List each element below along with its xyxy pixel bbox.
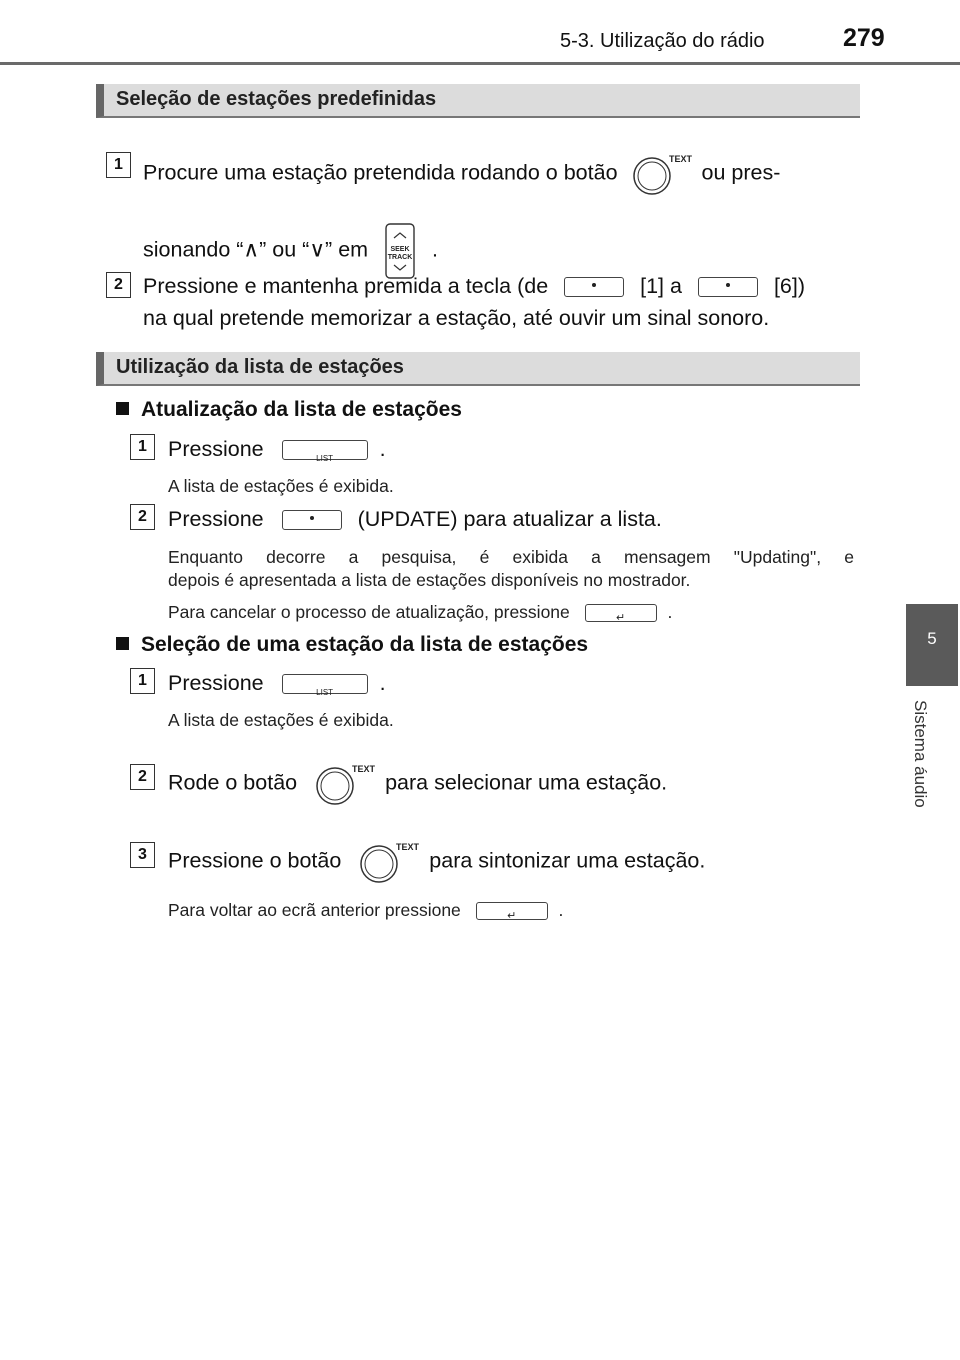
step-number: 2 (106, 272, 131, 298)
update-step2-note-line2: depois é apresentada a lista de estações disponíveis no mostrador. (168, 570, 691, 590)
preset-button-icon (564, 277, 624, 297)
preset-button-icon (698, 277, 758, 297)
step-number: 2 (130, 504, 155, 530)
track-label: TRACK (387, 254, 413, 261)
select-step1-note: A lista de estações é exibida. (168, 710, 394, 730)
return-button-icon: ↵ (585, 604, 657, 622)
step-number: 1 (130, 668, 155, 694)
section-heading-station-list: Utilização da lista de estações (96, 352, 860, 386)
update-button-icon (282, 510, 342, 530)
select-step1: Pressione LIST . (168, 671, 386, 698)
page-number: 279 (843, 24, 885, 52)
step-number: 1 (130, 434, 155, 460)
step-number: 3 (130, 842, 155, 868)
tune-knob-icon (357, 840, 420, 884)
chapter-tab (906, 604, 958, 686)
preset-step1-line1: Procure uma estação pretendida rodando o botão TEXT ou pres- (143, 152, 780, 196)
seek-label: SEEK (390, 246, 410, 253)
section-heading-preset: Seleção de estações predefinidas (96, 84, 860, 118)
chapter-number: 5 (927, 629, 937, 648)
list-button-icon: LIST (282, 674, 368, 694)
header-section-title: 5-3. Utilização do rádio (560, 30, 765, 52)
step-number: 1 (106, 152, 131, 178)
return-button-icon: ↵ (476, 902, 548, 920)
select-step2: Rode o botão TEXT para selecionar uma estação. (168, 762, 667, 806)
chapter-label: Sistema áudio (911, 700, 930, 808)
knob-text-label: TEXT (668, 154, 692, 164)
subheading-select-from-list: Seleção de uma estação da lista de estações (116, 633, 588, 657)
update-step1: Pressione LIST . (168, 437, 386, 464)
update-step2-note-line1: Enquanto decorre a pesquisa, é exibida a mensagem "Updating", e (168, 547, 854, 567)
knob-text-label: TEXT (352, 764, 376, 774)
header-rule (0, 62, 960, 65)
preset-step2-line2: na qual pretende memorizar a estação, até ouvir um sinal sonoro. (143, 306, 770, 330)
square-bullet-icon (116, 637, 129, 650)
select-step3-note: Para voltar ao ecrã anterior pressione ↵ . (168, 900, 564, 923)
list-button-icon: LIST (282, 440, 368, 460)
tune-knob-icon (313, 762, 376, 806)
update-step1-note: A lista de estações é exibida. (168, 476, 394, 496)
update-step2: Pressione (UPDATE) para atualizar a lista. (168, 507, 662, 531)
select-step3: Pressione o botão TEXT para sintonizar uma estação. (168, 840, 705, 884)
step-number: 2 (130, 764, 155, 790)
square-bullet-icon (116, 402, 129, 415)
preset-step2-line1: Pressione e mantenha premida a tecla (de [1] a [6]) (143, 274, 806, 298)
knob-text-label: TEXT (396, 842, 420, 852)
tune-knob-icon (630, 152, 692, 196)
update-step2-note-line3: Para cancelar o processo de atualização, pressione ↵ . (168, 602, 673, 625)
preset-step1-line2: sionando “∧” ou “∨” em SEEK TRACK . (143, 222, 438, 280)
subheading-update-list: Atualização da lista de estações (116, 398, 462, 422)
